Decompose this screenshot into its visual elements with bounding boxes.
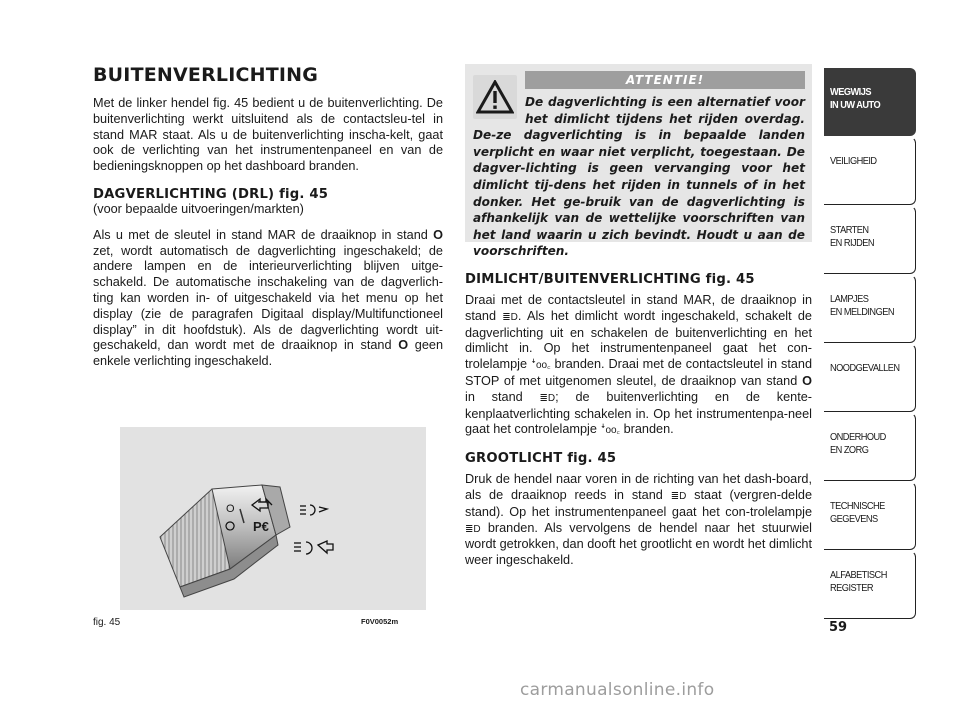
symbol-o: O: [802, 373, 813, 388]
nav-tab-wegwijs[interactable]: [824, 68, 916, 136]
nav-tab-technische[interactable]: [824, 482, 916, 550]
sidelight-icon: ꜜoo꜀: [600, 425, 621, 437]
nav-tab-label: ONDERHOUD EN ZORG: [830, 431, 886, 456]
symbol-o: O: [433, 227, 444, 242]
nav-tab-veiligheid[interactable]: [824, 137, 916, 205]
watermark: carmanualsonline.info: [520, 680, 715, 700]
dipped-beam-icon: ≣D: [465, 523, 481, 535]
drl-heading: DAGVERLICHTING (DRL) fig. 45: [93, 186, 329, 202]
nav-tab-label: STARTEN EN RIJDEN: [830, 224, 875, 249]
dipped-beam-icon: ≣D: [670, 490, 687, 502]
symbol-o: O: [398, 338, 409, 353]
nav-tab-label: ALFABETISCH REGISTER: [830, 569, 887, 594]
nav-tab-label: VEILIGHEID: [830, 155, 877, 167]
warning-banner: ATTENTIE!: [525, 71, 805, 89]
lever-symbol-p: P€: [253, 519, 269, 534]
section-title: BUITENVERLICHTING: [93, 64, 319, 86]
warning-box: [465, 64, 812, 259]
lever-symbol-o: O: [226, 503, 235, 515]
left-column: [93, 64, 443, 370]
nav-tab-lampjes[interactable]: [824, 275, 916, 343]
nav-tab-register[interactable]: [824, 551, 916, 619]
lever-illustration: [120, 427, 426, 610]
nav-tab-label: LAMPJES EN MELDINGEN: [830, 293, 895, 318]
nav-tab-label: TECHNISCHE GEGEVENS: [830, 500, 885, 525]
nav-tab-onderhoud[interactable]: [824, 413, 916, 481]
high-beam-heading: GROOTLICHT fig. 45: [465, 451, 617, 467]
page-number: 59: [829, 620, 848, 635]
drl-subnote: (voor bepaalde uitvoeringen/markten): [93, 201, 304, 216]
dipped-beam-icon: ≣D: [502, 311, 518, 323]
nav-tab-noodgevallen[interactable]: [824, 344, 916, 412]
dipped-beam-paragraph: Draai met de contactsleutel in stand MAR, de draaiknop in stand ≣D. Als het dimlicht wordt ingeschakeld, schakelt de dagverlichting uit en schakelen de buitenverlichting en het dimlicht in. Op het instrumentenpaneel gaat het con-trolelampje ꜜoo꜀ branden. Draai met de contactsleutel in stand STOP of met uitgenomen sleutel, de draaiknop van stand O in stand ≣D; de buitenverlichting en de kente-kenplaatverlichting schakelen in. Op het instrumentenpa-neel gaat het controlelampje ꜜoo꜀ branden.: [465, 293, 813, 437]
nav-tab-label: WEGWIJS IN UW AUTO: [830, 86, 881, 111]
nav-tab-starten[interactable]: [824, 206, 916, 274]
drl-paragraph: Als u met de sleutel in stand MAR de draaiknop in stand O zet, wordt automatisch de dagverlichting ingeschakeld; de andere lampen en de interieurverlichting blijven uitge-schakeld. De automatische inschakeling van de dagverlich-ting kan worden in- of uitgeschakeld via het menu op het display (zie de paragrafen Digitaal display/Multifunctioneel display” in dit hoofdstuk). Als de dagverlichting wordt uit-geschakeld, dan wordt met de draaiknop in stand O geen enkele verlichting ingeschakeld.: [93, 227, 444, 369]
warning-text: De dagverlichting is een alternatief voor het dimlicht tijdens het rijden overdag. De-ze dagverlichting is in bepaalde landen verplicht en waar niet verplicht, toegestaan. De dagver-lichting is geen vervanging voor het dimlicht tij-dens het rijden in tunnels of in het donker. Het ge-bruik van de dagverlichting is afhankelijk van de wettelijke voorschriften van het land waarin u zich bevindt. Houdt u aan de voorschriften.: [473, 95, 805, 259]
figure-caption: fig. 45: [93, 617, 121, 628]
intro-paragraph: Met de linker hendel fig. 45 bedient u de buitenverlichting. De buitenverlichting werkt uitsluitend als de contactsleu-tel in stand MAR staat. Als u de buitenverlichting inscha-kelt, gaat ook de verlichting van het instrumentenpaneel en van de bedieningsknoppen op het dashboard branden.: [93, 96, 443, 174]
right-column: [465, 64, 812, 569]
warning-triangle-icon: [473, 75, 517, 119]
dipped-beam-icon: ≣D: [539, 392, 556, 404]
chapter-nav: [824, 68, 916, 620]
nav-tab-label: NOODGEVALLEN: [830, 362, 900, 374]
high-beam-paragraph: Druk de hendel naar voren in de richting van het dash-board, als de draaiknop reeds in stand ≣D staat (vergren-delde stand). Op het instrumentenpaneel gaat het con-trolelampje ≣D branden. Als vervolgens de hendel naar het stuurwiel wordt getrokken, dan dooft het grootlicht en wordt het dimlicht weer ingeschakeld.: [465, 472, 813, 568]
figure-code: F0V0052m: [361, 617, 399, 626]
dipped-beam-heading: DIMLICHT/BUITENVERLICHTING fig. 45: [465, 272, 755, 287]
lever-figure: [120, 427, 426, 610]
sidelight-icon: ꜜoo꜀: [530, 360, 551, 372]
